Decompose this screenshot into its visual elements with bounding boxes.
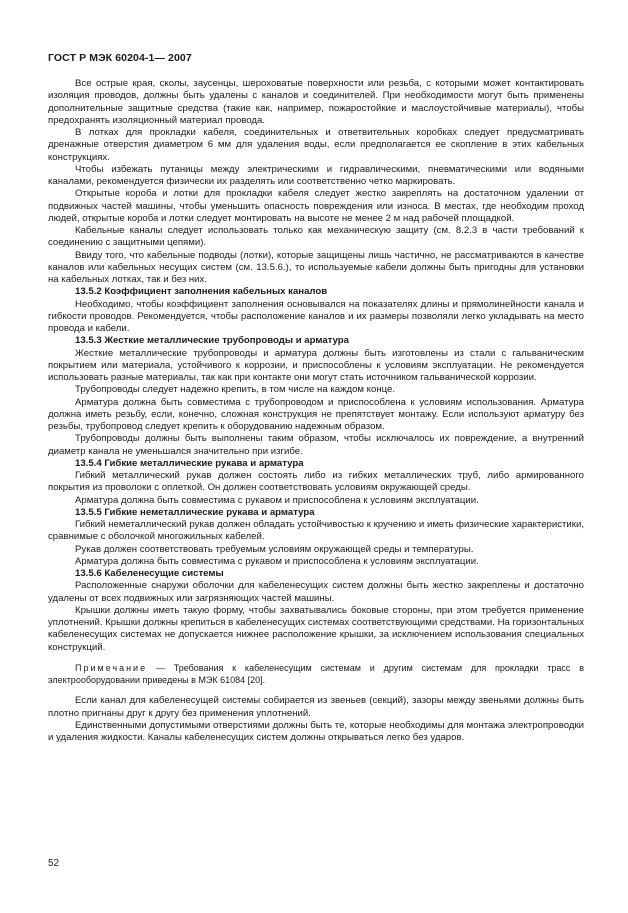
paragraph: Ввиду того, что кабельные подводы (лотки), которые защищены лишь частично, не рассматриваются в качестве каналов или кабельных несущих систем (см. 13.5.6.), то используемые кабели должны быть пригодны для установки на кабельных лотках, так и без них. [48,249,584,285]
paragraph: Единственными допустимыми отверстиями должны быть те, которые необходимы для монтажа электропроводки и удаления жидкости. Каналы кабеленесущих систем должны открываться легко без ударов. [48,719,584,744]
section-heading: 13.5.5 Гибкие неметаллические рукава и арматура [75,506,315,518]
paragraph: Кабельные каналы следует использовать только как механическую защиту (см. 8.2.3 в части требований к соединению с защитными цепями). [48,225,584,249]
paragraph: Расположенные снаружи оболочки для кабеленесущих систем должны быть жестко закреплены и достаточно удалены от всех подвижных или загрязняющих частей машины. [48,580,584,604]
paragraph: Рукав должен соответствовать требуемым условиям окружающей среды и температуры. [75,543,474,555]
section-heading: 13.5.6 Кабеленесущие системы [75,568,224,579]
paragraph: Арматура должна быть совместима с трубопроводом и приспособлена к условиям использования. Арматура должна иметь резьбу, если, конечно, сложная конструкция не препятствует монтажу. Если используют арматуру без резьбы, трубопровод следует крепить к оборудованию надежным образом. [48,396,584,432]
paragraph: Крышки должны иметь такую форму, чтобы захватывались боковые стороны, при этом требуется применение уплотнений. Крышки должны крепиться в кабеленесущих системах соответствующими средствами. На горизонтальных кабеленесущих системах не допускается нижнее расположение крышки, за исключением использования специальных конструкций. [48,604,584,653]
document-body [48,78,584,744]
document-header: ГОСТ Р МЭК 60204-1— 2007 [48,52,192,64]
paragraph: Открытые короба и лотки для прокладки кабеля следует жестко закреплять на достаточном удалении от подвижных частей машины, чтобы уменьшить опасность повреждения или износа. В местах, где необходим проход людей, открытые короба и лотки следует монтировать на высоте не менее 2 м над рабочей площадкой. [48,188,584,224]
paragraph: В лотках для прокладки кабеля, соединительных и ответвительных коробках следует предусматривать дренажные отверстия диаметром 6 мм для удаления воды, если предполагается ее скопление в этих кабельных конструкциях. [48,127,584,163]
paragraph: Все острые края, сколы, заусенцы, шероховатые поверхности или резьба, с которыми может контактировать изоляция проводов, должны быть удалены с каналов и соединителей. При необходимости могут быть применены дополнительные защитные средства (такие как, например, пожаростойкие и маслоустойчивые материалы), чтобы предохранять изоляционный материал провода. [48,78,584,126]
section-heading: 13.5.4 Гибкие металлические рукава и арматура [75,457,304,469]
paragraph: Если канал для кабеленесущей системы собирается из звеньев (секций), зазоры между звеньями должны быть плотно пригнаны друг к другу без применения уплотнений. [48,695,584,719]
paragraph: Трубопроводы следует надежно крепить, в том числе на каждом конце. [75,384,396,396]
note-label: Примечание [75,662,148,673]
note [48,663,584,687]
note-text: — Требования к кабеленесущим системам и другим системам для прокладки трасс в электрооборудовании приведены в МЭК 61084 [20]. [48,662,584,685]
paragraph: Жесткие металлические трубопроводы и арматура должны быть изготовлены из стали с гальваническим покрытием или материала, устойчивого к коррозии, и приспособлены к условиям эксплуатации. Не рекомендуется использовать разные материалы, так как при контакте они могут стать источником гальванической коррозии. [48,347,584,383]
paragraph: Гибкий неметаллический рукав должен обладать устойчивостью к кручению и иметь физические характеристики, сравнимые с оболочкой многожильных кабелей. [48,519,584,543]
paragraph: Трубопроводы должны быть выполнены таким образом, чтобы исключалось их повреждение, а внутренний диаметр канала не уменьшался значительно при изгибе. [48,433,584,457]
section-heading: 13.5.2 Коэффициент заполнения кабельных каналов [75,286,328,298]
paragraph: Гибкий металлический рукав должен состоять либо из гибких металлических труб, либо армированного покрытия из проволоки с оплеткой. Он должен соответствовать условиям окружающей среды. [48,470,584,494]
paragraph: Арматура должна быть совместима с рукавом и приспособлена к условиям эксплуатации. [75,555,479,567]
paragraph: Необходимо, чтобы коэффициент заполнения основывался на показателях длины и прямолинейности канала и гибкости проводов. Рекомендуется, чтобы расположение каналов и их размеры позволяли легко укладывать на место провода и кабели. [48,298,584,334]
page-number: 52 [48,858,60,869]
paragraph: Арматура должна быть совместима с рукавом и приспособлена к условиям эксплуатации. [75,494,479,506]
document-page [48,0,584,913]
section-heading: 13.5.3 Жесткие металлические трубопроводы и арматура [75,335,349,347]
paragraph: Чтобы избежать путаницы между электрическими и гидравлическими, пневматическими или водяными каналами, рекомендуется физически их разделять или соответственно четко маркировать. [48,163,584,187]
